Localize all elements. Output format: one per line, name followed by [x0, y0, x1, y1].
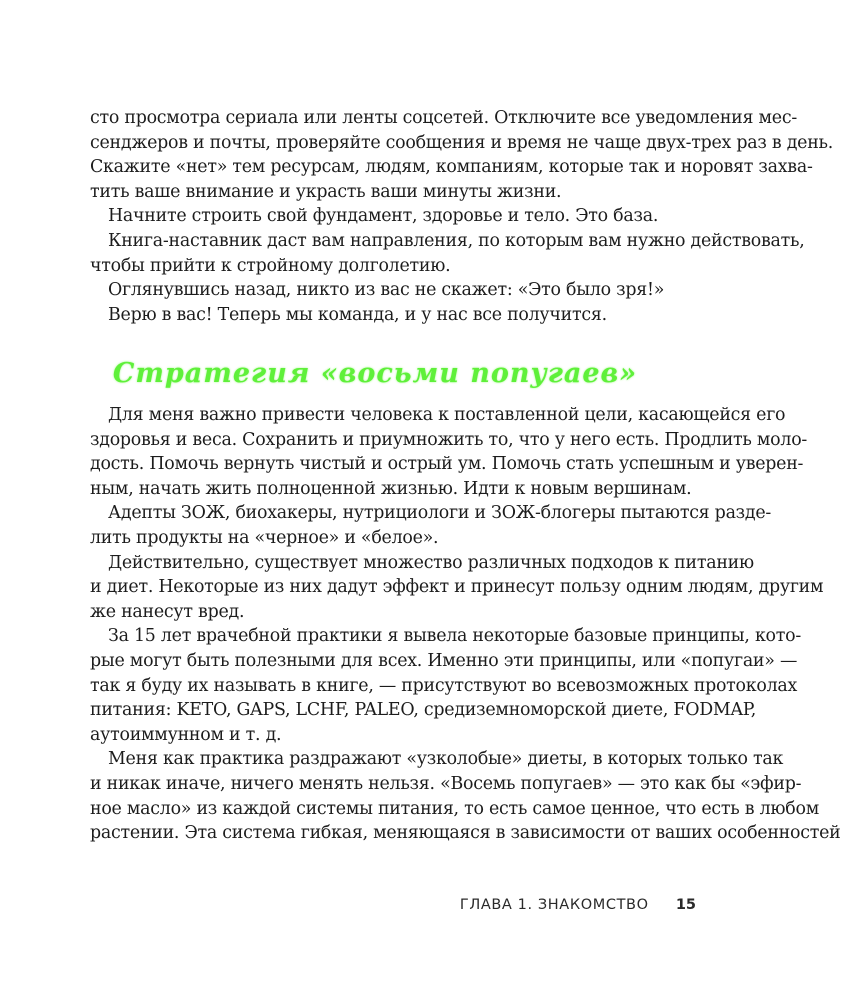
page-footer [460, 897, 696, 913]
text-line: ным, начать жить полноценной жизнью. Идти к новым вершинам. [90, 478, 692, 499]
text-line: Начните строить свой фундамент, здоровье и тело. Это база. [108, 206, 659, 227]
text-line: рые могут быть полезными для всех. Именно эти принципы, или «попугаи» — [90, 650, 798, 671]
text-line: аутоиммунном и т. д. [90, 724, 282, 745]
chapter-title: ГЛАВА 1. ЗНАКОМСТВО [459, 897, 649, 913]
section-heading: Стратегия «восьми попугаев» [112, 358, 638, 389]
text-line: тить ваше внимание и украсть ваши минуты жизни. [90, 181, 562, 202]
text-line: Скажите «нет» тем ресурсам, людям, компаниям, которые так и норовят захва- [90, 157, 813, 178]
text-line: и никак иначе, ничего менять нельзя. «Восемь попугаев» — это как бы «эфир- [90, 773, 802, 794]
text-line: лить продукты на «черное» и «белое». [90, 527, 439, 548]
text-line: растении. Эта система гибкая, меняющаяся в зависимости от ваших особенностей [90, 823, 841, 844]
text-line: сто просмотра сериала или ленты соцсетей. Отключите все уведомления мес- [90, 108, 797, 128]
text-line: Действительно, существует множество различных подходов к питанию [108, 552, 754, 573]
text-line: Меня как практика раздражают «узколобые» диеты, в которых только так [108, 749, 784, 770]
text-line: Книга-наставник даст вам направления, по которым вам нужно действовать, [108, 230, 805, 251]
text-line: здоровья и веса. Сохранить и приумножить то, что у него есть. Продлить моло- [90, 429, 808, 450]
text-line: За 15 лет врачебной практики я вывела некоторые базовые принципы, кото- [108, 626, 801, 647]
body-text-top [90, 106, 834, 327]
text-line: питания: KETO, GAPS, LCHF, PALEO, средиземноморской диете, FODMAP, [90, 700, 756, 721]
text-line: Для меня важно привести человека к поставленной цели, касающейся его [108, 405, 786, 425]
text-line: так я буду их называть в книге, — присутствуют во всевозможных протоколах [90, 675, 798, 696]
body-text-main [90, 403, 841, 846]
text-line: и диет. Некоторые из них дадут эффект и принесут пользу одним людям, другим [90, 577, 824, 598]
text-line: Оглянувшись назад, никто из вас не скажет: «Это было зря!» [108, 280, 665, 301]
text-line: же нанесут вред. [90, 601, 245, 622]
text-line: Верю в вас! Теперь мы команда, и у нас все получится. [108, 304, 607, 325]
text-line: ное масло» из каждой системы питания, то есть самое ценное, что есть в любом [90, 798, 820, 819]
page-number: 15 [675, 897, 696, 913]
text-line: Адепты ЗОЖ, биохакеры, нутрициологи и ЗОЖ-блогеры пытаются разде- [108, 503, 772, 524]
text-line: дость. Помочь вернуть чистый и острый ум. Помочь стать успешным и уверен- [90, 454, 804, 475]
text-line: сенджеров и почты, проверяйте сообщения и время не чаще двух-трех раз в день. [90, 132, 834, 153]
text-line: чтобы прийти к стройному долголетию. [90, 255, 451, 276]
